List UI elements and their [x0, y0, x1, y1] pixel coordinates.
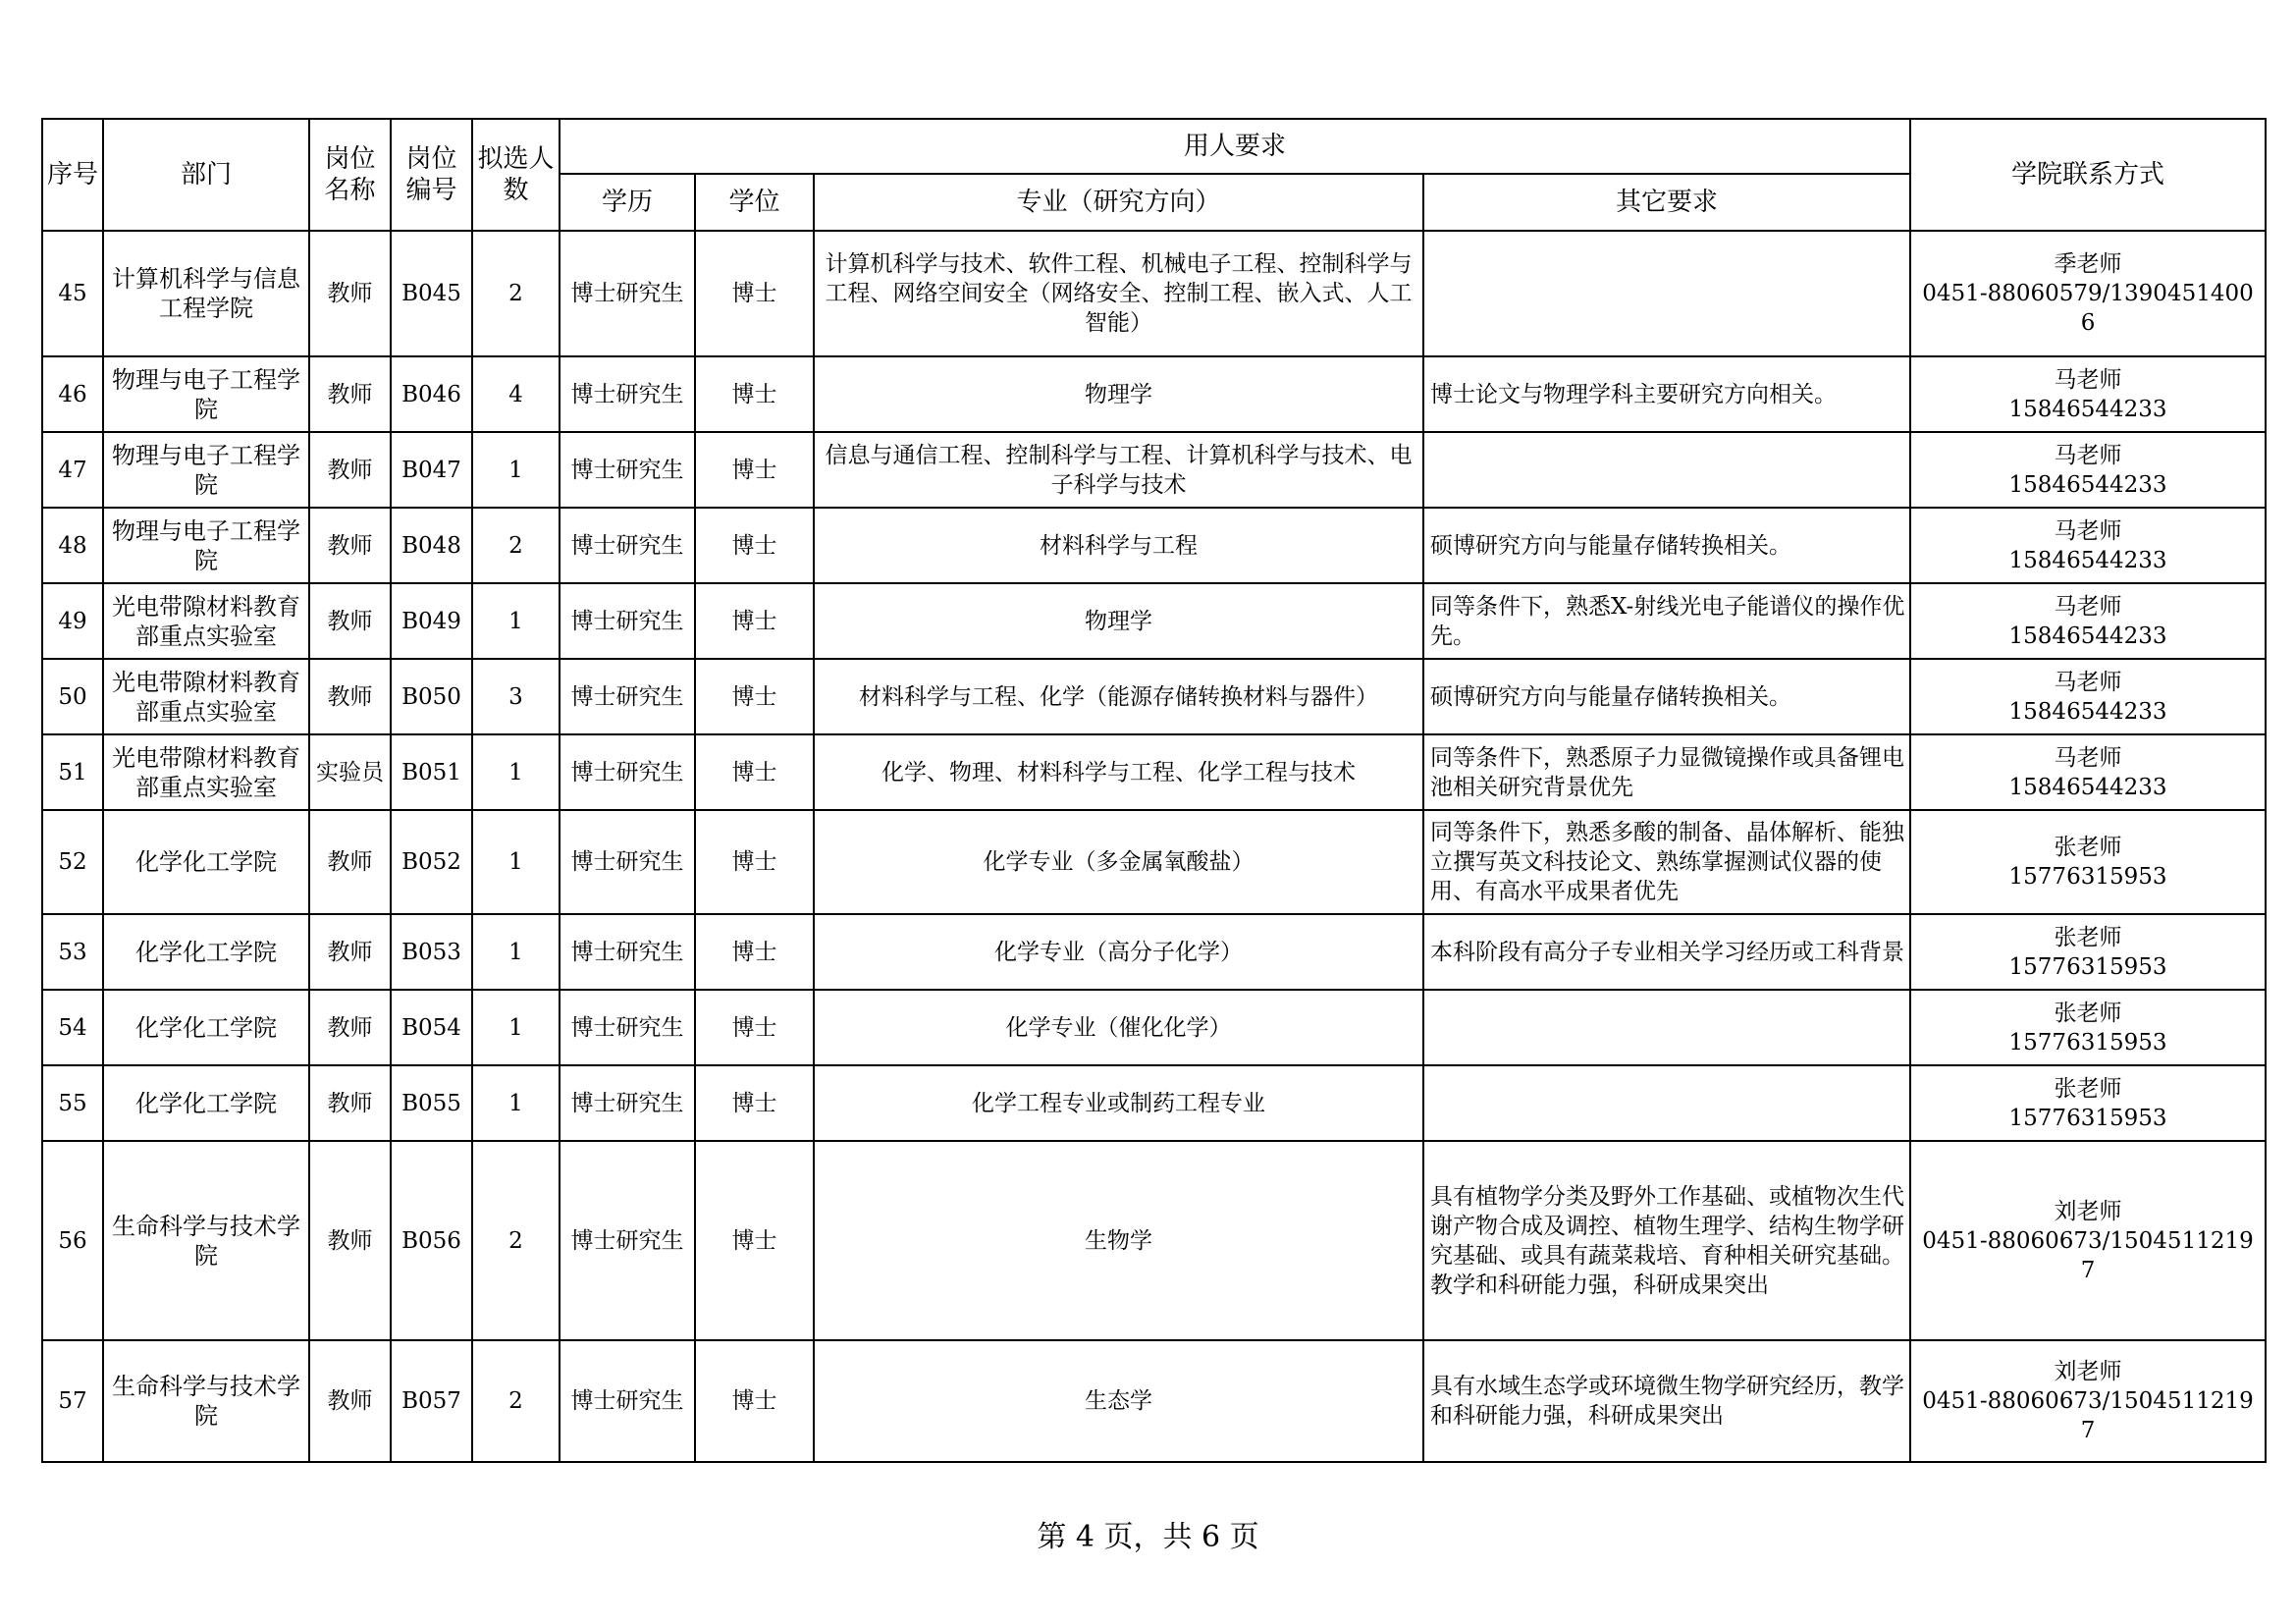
cell-major: 物理学: [814, 356, 1423, 432]
cell-other: 硕博研究方向与能量存储转换相关。: [1423, 659, 1910, 734]
cell-degree: 博士: [695, 508, 814, 583]
table-row: [42, 734, 2266, 810]
table-row: [42, 810, 2266, 914]
cell-seq: 49: [42, 583, 103, 659]
cell-post-code: B047: [391, 432, 472, 508]
cell-degree: 博士: [695, 1340, 814, 1462]
table-row: [42, 231, 2266, 356]
cell-seq: 57: [42, 1340, 103, 1462]
table-row: [42, 583, 2266, 659]
cell-degree: 博士: [695, 810, 814, 914]
table-row: [42, 914, 2266, 990]
contact-name: 马老师: [2054, 669, 2122, 695]
cell-degree: 博士: [695, 356, 814, 432]
cell-post-code: B048: [391, 508, 472, 583]
cell-post-code: B046: [391, 356, 472, 432]
contact-phone: 15846544233: [2008, 471, 2167, 498]
cell-degree: 博士: [695, 432, 814, 508]
cell-post-code: B050: [391, 659, 472, 734]
cell-degree: 博士: [695, 1065, 814, 1141]
cell-contact: [1910, 1340, 2266, 1462]
cell-contact: [1910, 810, 2266, 914]
cell-dept: 化学化工学院: [103, 1065, 309, 1141]
cell-other: 博士论文与物理学科主要研究方向相关。: [1423, 356, 1910, 432]
cell-count: 1: [472, 583, 560, 659]
contact-name: 季老师: [2054, 251, 2122, 277]
cell-contact: [1910, 508, 2266, 583]
cell-dept: 光电带隙材料教育部重点实验室: [103, 583, 309, 659]
table-row: [42, 990, 2266, 1065]
cell-post-code: B053: [391, 914, 472, 990]
header-dept: 部门: [103, 119, 309, 231]
cell-dept: 化学化工学院: [103, 914, 309, 990]
cell-post-code: B054: [391, 990, 472, 1065]
header-major: 专业（研究方向）: [814, 174, 1423, 231]
cell-education: 博士研究生: [560, 914, 695, 990]
cell-seq: 48: [42, 508, 103, 583]
recruitment-table: [41, 118, 2267, 1463]
cell-seq: 56: [42, 1141, 103, 1340]
cell-post-name: 教师: [309, 990, 391, 1065]
cell-post-code: B057: [391, 1340, 472, 1462]
table-row: [42, 356, 2266, 432]
header-contact: 学院联系方式: [1910, 119, 2266, 231]
cell-other: 同等条件下，熟悉X-射线光电子能谱仪的操作优先。: [1423, 583, 1910, 659]
cell-dept: 化学化工学院: [103, 810, 309, 914]
cell-major: 材料科学与工程、化学（能源存储转换材料与器件）: [814, 659, 1423, 734]
table-row: [42, 659, 2266, 734]
cell-count: 1: [472, 810, 560, 914]
cell-count: 2: [472, 1340, 560, 1462]
cell-seq: 52: [42, 810, 103, 914]
cell-post-code: B051: [391, 734, 472, 810]
cell-contact: [1910, 990, 2266, 1065]
contact-phone: 0451-88060673/15045112197: [1922, 1388, 2254, 1443]
table-row: [42, 1340, 2266, 1462]
cell-count: 2: [472, 1141, 560, 1340]
cell-count: 1: [472, 990, 560, 1065]
cell-count: 4: [472, 356, 560, 432]
cell-post-name: 教师: [309, 810, 391, 914]
cell-count: 1: [472, 432, 560, 508]
cell-post-name: 教师: [309, 583, 391, 659]
cell-education: 博士研究生: [560, 659, 695, 734]
cell-education: 博士研究生: [560, 1340, 695, 1462]
cell-degree: 博士: [695, 659, 814, 734]
cell-post-name: 教师: [309, 1340, 391, 1462]
table-row: [42, 1065, 2266, 1141]
contact-name: 张老师: [2054, 1000, 2122, 1026]
cell-major: 材料科学与工程: [814, 508, 1423, 583]
header-seq: 序号: [42, 119, 103, 231]
cell-major: 化学专业（高分子化学）: [814, 914, 1423, 990]
cell-contact: [1910, 583, 2266, 659]
cell-degree: 博士: [695, 583, 814, 659]
table-row: [42, 508, 2266, 583]
cell-seq: 53: [42, 914, 103, 990]
contact-name: 张老师: [2054, 835, 2122, 860]
cell-education: 博士研究生: [560, 583, 695, 659]
cell-education: 博士研究生: [560, 356, 695, 432]
cell-education: 博士研究生: [560, 1065, 695, 1141]
cell-seq: 51: [42, 734, 103, 810]
contact-name: 马老师: [2054, 442, 2122, 468]
cell-post-name: 教师: [309, 508, 391, 583]
header-other: 其它要求: [1423, 174, 1910, 231]
header-education: 学历: [560, 174, 695, 231]
page-footer: 第 4 页，共 6 页: [1037, 1520, 1259, 1554]
cell-dept: 物理与电子工程学院: [103, 508, 309, 583]
cell-post-code: B055: [391, 1065, 472, 1141]
cell-education: 博士研究生: [560, 810, 695, 914]
cell-post-name: 教师: [309, 914, 391, 990]
cell-dept: 化学化工学院: [103, 990, 309, 1065]
contact-name: 马老师: [2054, 593, 2122, 620]
cell-major: 化学专业（多金属氧酸盐）: [814, 810, 1423, 914]
cell-post-name: 教师: [309, 231, 391, 356]
cell-count: 2: [472, 508, 560, 583]
cell-contact: [1910, 1141, 2266, 1340]
cell-other: 硕博研究方向与能量存储转换相关。: [1423, 508, 1910, 583]
cell-contact: [1910, 659, 2266, 734]
contact-phone: 15776315953: [2008, 953, 2167, 980]
cell-post-name: 教师: [309, 356, 391, 432]
cell-major: 化学工程专业或制药工程专业: [814, 1065, 1423, 1141]
cell-seq: 54: [42, 990, 103, 1065]
cell-contact: [1910, 914, 2266, 990]
cell-education: 博士研究生: [560, 990, 695, 1065]
cell-post-name: 教师: [309, 659, 391, 734]
cell-count: 3: [472, 659, 560, 734]
cell-degree: 博士: [695, 734, 814, 810]
cell-other: [1423, 1065, 1910, 1141]
cell-contact: [1910, 734, 2266, 810]
cell-major: 物理学: [814, 583, 1423, 659]
cell-seq: 45: [42, 231, 103, 356]
cell-degree: 博士: [695, 231, 814, 356]
cell-count: 1: [472, 1065, 560, 1141]
header-requirements: 用人要求: [560, 119, 1910, 174]
cell-post-code: B049: [391, 583, 472, 659]
cell-education: 博士研究生: [560, 1141, 695, 1340]
contact-phone: 0451-88060579/13904514006: [1922, 281, 2254, 336]
cell-seq: 50: [42, 659, 103, 734]
cell-seq: 55: [42, 1065, 103, 1141]
cell-post-code: B056: [391, 1141, 472, 1340]
cell-contact: [1910, 1065, 2266, 1141]
cell-education: 博士研究生: [560, 231, 695, 356]
header-degree: 学位: [695, 174, 814, 231]
cell-dept: 计算机科学与信息工程学院: [103, 231, 309, 356]
cell-degree: 博士: [695, 914, 814, 990]
cell-degree: 博士: [695, 990, 814, 1065]
cell-education: 博士研究生: [560, 508, 695, 583]
cell-major: 化学、物理、材料科学与工程、化学工程与技术: [814, 734, 1423, 810]
cell-major: 化学专业（催化化学）: [814, 990, 1423, 1065]
cell-count: 2: [472, 231, 560, 356]
header-post-code: 岗位编号: [391, 119, 472, 231]
header-count: 拟选人数: [472, 119, 560, 231]
contact-phone: 15846544233: [2008, 774, 2167, 800]
contact-name: 张老师: [2054, 1075, 2122, 1102]
table-row: [42, 1141, 2266, 1340]
cell-post-code: B052: [391, 810, 472, 914]
cell-count: 1: [472, 914, 560, 990]
cell-dept: 生命科学与技术学院: [103, 1141, 309, 1340]
cell-dept: 光电带隙材料教育部重点实验室: [103, 734, 309, 810]
cell-other: 同等条件下，熟悉原子力显微镜操作或具备锂电池相关研究背景优先: [1423, 734, 1910, 810]
cell-dept: 生命科学与技术学院: [103, 1340, 309, 1462]
contact-name: 马老师: [2054, 517, 2122, 544]
cell-count: 1: [472, 734, 560, 810]
cell-major: 生物学: [814, 1141, 1423, 1340]
contact-phone: 15846544233: [2008, 623, 2167, 649]
contact-name: 刘老师: [2054, 1198, 2122, 1224]
contact-name: 马老师: [2054, 744, 2122, 771]
cell-other: 具有植物学分类及野外工作基础、或植物次生代谢产物合成及调控、植物生理学、结构生物学研究基础、或具有蔬菜栽培、育种相关研究基础。教学和科研能力强，科研成果突出: [1423, 1141, 1910, 1340]
cell-education: 博士研究生: [560, 432, 695, 508]
cell-contact: [1910, 356, 2266, 432]
cell-post-name: 教师: [309, 1065, 391, 1141]
contact-phone: 15846544233: [2008, 396, 2167, 422]
contact-phone: 15776315953: [2008, 864, 2167, 890]
cell-post-name: 教师: [309, 432, 391, 508]
contact-phone: 15846544233: [2008, 547, 2167, 573]
cell-dept: 物理与电子工程学院: [103, 432, 309, 508]
table-body: [42, 231, 2266, 1462]
cell-other: [1423, 231, 1910, 356]
cell-other: 本科阶段有高分子专业相关学习经历或工科背景: [1423, 914, 1910, 990]
cell-dept: 光电带隙材料教育部重点实验室: [103, 659, 309, 734]
contact-name: 马老师: [2054, 366, 2122, 393]
table-row: [42, 432, 2266, 508]
cell-dept: 物理与电子工程学院: [103, 356, 309, 432]
contact-phone: 15776315953: [2008, 1029, 2167, 1056]
contact-phone: 15846544233: [2008, 698, 2167, 725]
cell-post-code: B045: [391, 231, 472, 356]
contact-name: 刘老师: [2054, 1359, 2122, 1384]
cell-other: [1423, 432, 1910, 508]
cell-post-name: 实验员: [309, 734, 391, 810]
contact-phone: 15776315953: [2008, 1105, 2167, 1131]
cell-post-name: 教师: [309, 1141, 391, 1340]
cell-contact: [1910, 231, 2266, 356]
cell-other: 同等条件下，熟悉多酸的制备、晶体解析、能独立撰写英文科技论文、熟练掌握测试仪器的使用、有高水平成果者优先: [1423, 810, 1910, 914]
cell-major: 信息与通信工程、控制科学与工程、计算机科学与技术、电子科学与技术: [814, 432, 1423, 508]
cell-education: 博士研究生: [560, 734, 695, 810]
cell-seq: 47: [42, 432, 103, 508]
contact-phone: 0451-88060673/15045112197: [1922, 1227, 2254, 1283]
cell-major: 计算机科学与技术、软件工程、机械电子工程、控制科学与工程、网络空间安全（网络安全、控制工程、嵌入式、人工智能）: [814, 231, 1423, 356]
cell-contact: [1910, 432, 2266, 508]
cell-seq: 46: [42, 356, 103, 432]
cell-other: 具有水域生态学或环境微生物学研究经历，教学和科研能力强，科研成果突出: [1423, 1340, 1910, 1462]
cell-other: [1423, 990, 1910, 1065]
cell-degree: 博士: [695, 1141, 814, 1340]
header-post-name: 岗位名称: [309, 119, 391, 231]
cell-major: 生态学: [814, 1340, 1423, 1462]
contact-name: 张老师: [2054, 924, 2122, 950]
